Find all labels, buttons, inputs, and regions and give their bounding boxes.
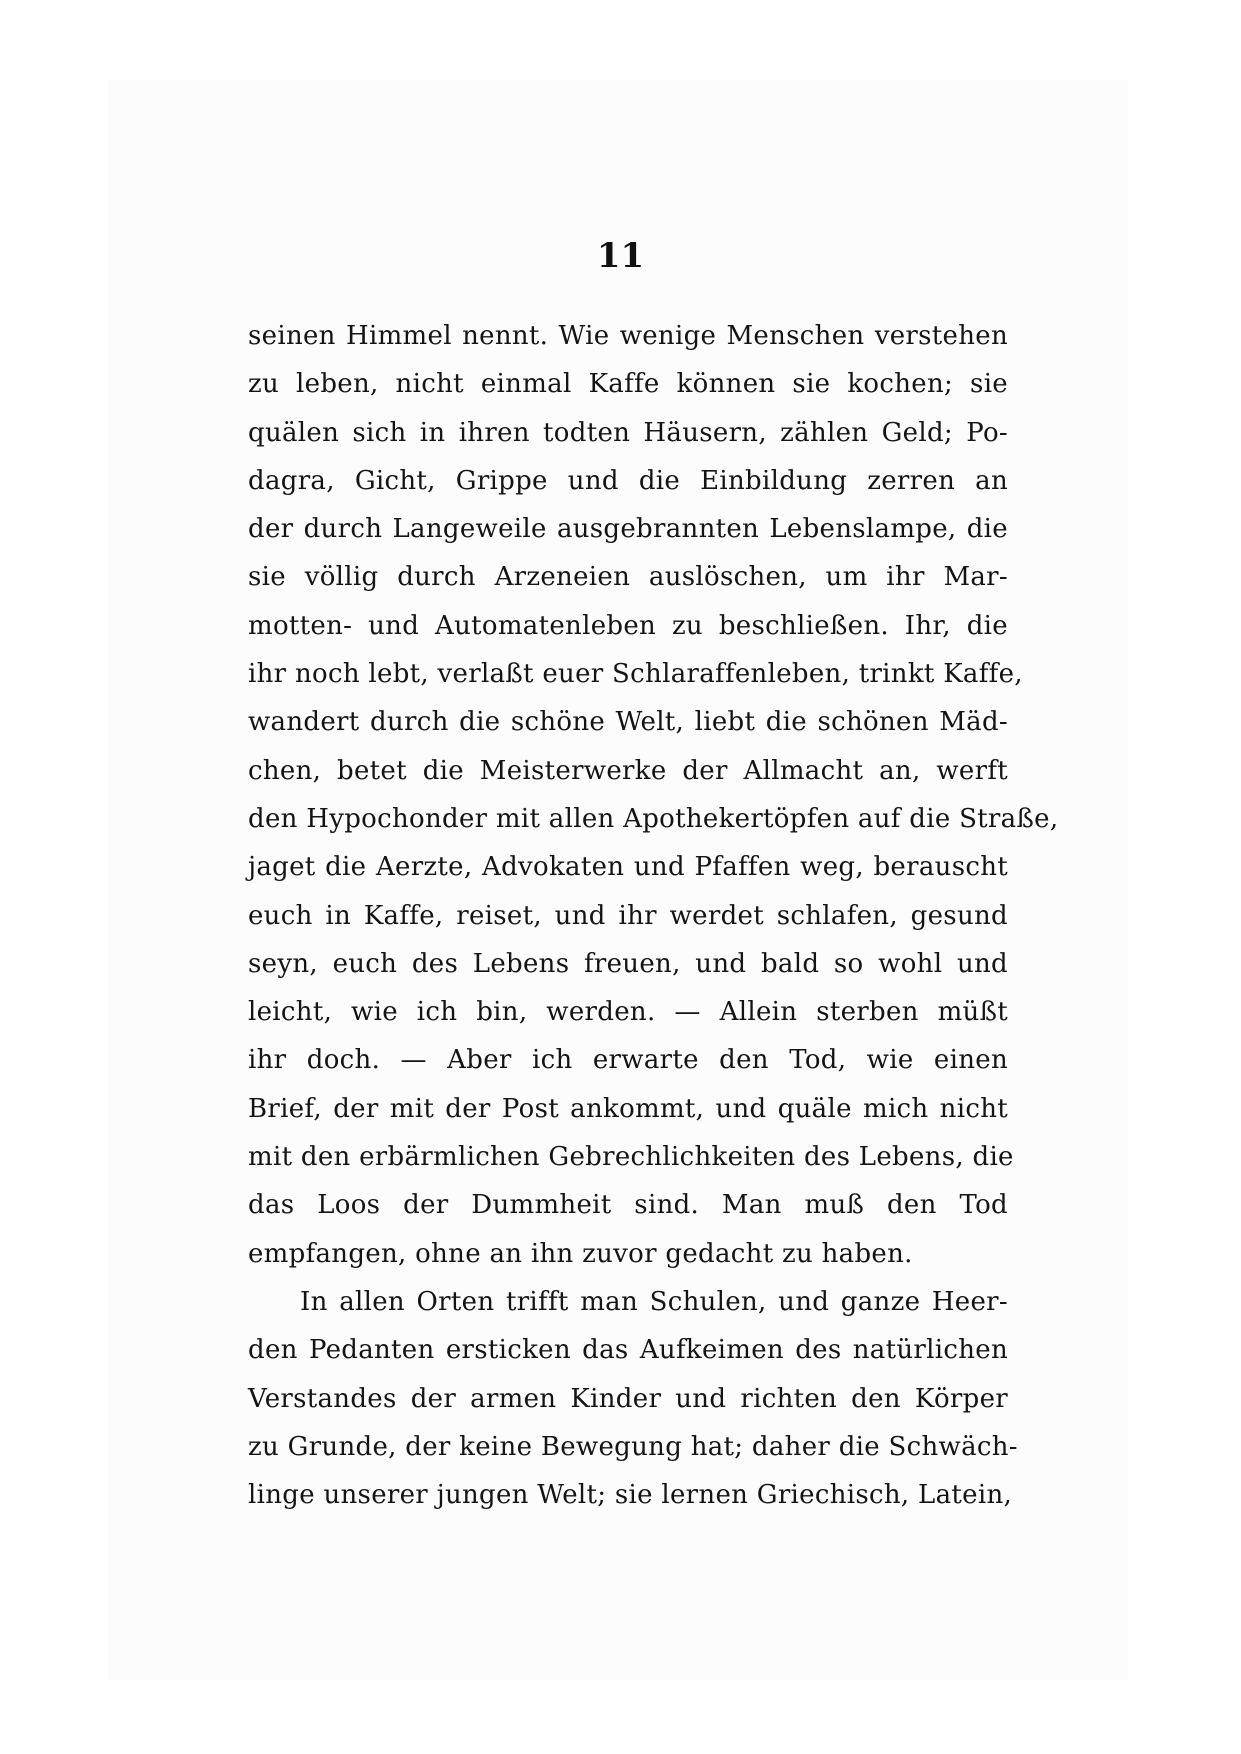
text-line: mit den erbärmlichen Gebrechlichkeiten des Lebens, die: [248, 1142, 1014, 1173]
text-line: empfangen, ohne an ihn zuvor gedacht zu haben.: [248, 1238, 913, 1269]
body-text: [248, 312, 1059, 1519]
text-line: wandert durch die schöne Welt, liebt die schönen Mäd-: [248, 707, 1008, 738]
text-line: motten- und Automatenleben zu beschließen. Ihr, die: [248, 610, 1008, 641]
text-line: linge unserer jungen Welt; sie lernen Griechisch, Latein,: [248, 1480, 1013, 1511]
page-number: 11: [596, 236, 645, 276]
text-line: leicht, wie ich bin, werden. — Allein sterben müßt: [248, 997, 1008, 1028]
text-line: zu Grunde, der keine Bewegung hat; daher die Schwäch-: [248, 1431, 1018, 1462]
text-line: quälen sich in ihren todten Häusern, zählen Geld; Po-: [248, 417, 1008, 448]
text-line: In allen Orten trifft man Schulen, und ganze Heer-: [300, 1286, 1008, 1317]
text-line: den Hypochonder mit allen Apothekertöpfen auf die Straße,: [248, 803, 1059, 834]
text-line: den Pedanten ersticken das Aufkeimen des natürlichen: [248, 1335, 1008, 1366]
text-line: ihr noch lebt, verlaßt euer Schlaraffenleben, trinkt Kaffe,: [248, 659, 1023, 690]
text-line: chen, betet die Meisterwerke der Allmacht an, werft: [248, 755, 1008, 786]
text-line: dagra, Gicht, Grippe und die Einbildung zerren an: [248, 465, 1008, 496]
text-line: der durch Langeweile ausgebrannten Lebenslampe, die: [248, 514, 1008, 545]
text-line: zu leben, nicht einmal Kaffe können sie kochen; sie: [248, 369, 1008, 400]
text-line: seinen Himmel nennt. Wie wenige Menschen verstehen: [248, 321, 1008, 351]
paragraph: [248, 312, 1059, 1278]
text-line: ihr doch. — Aber ich erwarte den Tod, wie einen: [248, 1045, 1008, 1076]
text-line: Brief, der mit der Post ankommt, und quäle mich nicht: [248, 1093, 1008, 1124]
text-line: das Loos der Dummheit sind. Man muß den Tod: [248, 1190, 1008, 1221]
text-line: Verstandes der armen Kinder und richten den Körper: [248, 1383, 1008, 1414]
text-line: seyn, euch des Lebens freuen, und bald so wohl und: [248, 948, 1008, 979]
text-line: jaget die Aerzte, Advokaten und Pfaffen weg, berauscht: [248, 852, 1008, 883]
text-line: euch in Kaffe, reiset, und ihr werdet schlafen, gesund: [248, 900, 1008, 931]
text-line: sie völlig durch Arzeneien auslöschen, um ihr Mar-: [248, 562, 1008, 593]
paragraph: [248, 1278, 1018, 1519]
